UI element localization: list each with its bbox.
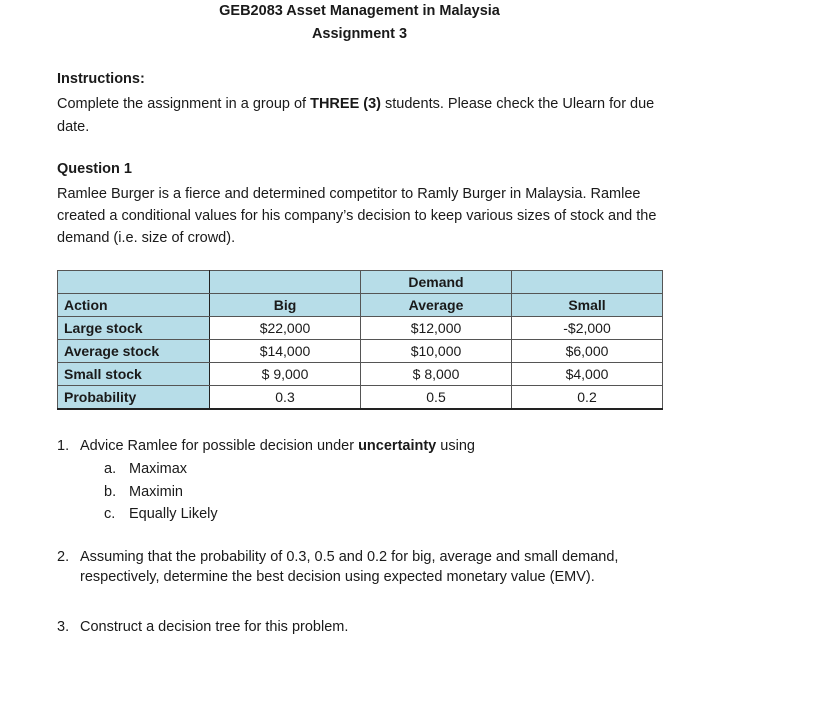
table-cell: $4,000 <box>512 363 663 386</box>
column-header: Big <box>210 294 361 317</box>
demand-table <box>57 270 663 410</box>
option-label: Maximin <box>129 484 183 500</box>
task-emphasis: uncertainty <box>358 438 437 454</box>
list-letter: a. <box>104 461 117 477</box>
task-1 <box>57 435 475 457</box>
table-corner-cell <box>58 271 210 294</box>
task-2 <box>57 546 669 568</box>
table-column-header-row <box>58 294 663 317</box>
table-cell: 0.3 <box>210 386 361 410</box>
table-row <box>58 386 663 410</box>
table-cell: 0.2 <box>512 386 663 410</box>
table-corner-cell <box>512 271 663 294</box>
option-label: Equally Likely <box>129 506 218 522</box>
list-letter: b. <box>104 484 117 500</box>
task-1-option <box>104 481 183 503</box>
option-label: Maximax <box>129 461 188 477</box>
column-header: Small <box>512 294 663 317</box>
task-3 <box>57 616 348 638</box>
row-label: Small stock <box>58 363 210 386</box>
demand-group-header: Demand <box>361 271 512 294</box>
table-cell: 0.5 <box>361 386 512 410</box>
list-letter: c. <box>104 506 116 522</box>
instructions-text-part: Complete the assignment in a group of <box>57 96 311 112</box>
task-1-option <box>104 503 218 525</box>
table-group-header-row <box>58 271 663 294</box>
column-header: Action <box>58 294 210 317</box>
task-text: Construct a decision tree for this problem. <box>80 619 349 635</box>
table-cell: $ 8,000 <box>361 363 512 386</box>
task-text: Advice Ramlee for possible decision under <box>80 438 359 454</box>
document-subtitle: Assignment 3 <box>311 26 408 42</box>
table-row <box>58 363 663 386</box>
table-cell: $12,000 <box>361 317 512 340</box>
instructions-text <box>57 93 669 139</box>
document-title: GEB2083 Asset Management in Malaysia <box>219 3 500 19</box>
row-label: Probability <box>58 386 210 410</box>
instructions-heading: Instructions: <box>57 71 145 87</box>
row-label: Large stock <box>58 317 210 340</box>
row-label: Average stock <box>58 340 210 363</box>
table-row <box>58 317 663 340</box>
table-cell: $10,000 <box>361 340 512 363</box>
task-2-continuation: respectively, determine the best decision using expected monetary value (EMV). <box>80 569 595 585</box>
column-header: Average <box>361 294 512 317</box>
table-corner-cell <box>210 271 361 294</box>
instructions-text-part: students. Please check the Ulearn for due date. <box>57 96 655 135</box>
list-number: 1. <box>57 438 70 454</box>
table-cell: $22,000 <box>210 317 361 340</box>
task-text: Assuming that the probability of 0.3, 0.5 and 0.2 for big, average and small demand, <box>80 549 619 565</box>
task-text: using <box>436 438 475 454</box>
list-number: 2. <box>57 549 70 565</box>
question-text: Ramlee Burger is a fierce and determined competitor to Ramly Burger in Malaysia. Ramlee created a conditional values for his company’s decision to keep various sizes of stock and the demand (i.e. size of crowd). <box>57 186 657 246</box>
list-number: 3. <box>57 619 70 635</box>
table-cell: $14,000 <box>210 340 361 363</box>
table-row <box>58 340 663 363</box>
table-cell: $ 9,000 <box>210 363 361 386</box>
table-cell: -$2,000 <box>512 317 663 340</box>
task-1-option <box>104 458 187 480</box>
table-cell: $6,000 <box>512 340 663 363</box>
question-heading: Question 1 <box>57 161 132 177</box>
instructions-group-size: THREE (3) <box>310 96 381 112</box>
